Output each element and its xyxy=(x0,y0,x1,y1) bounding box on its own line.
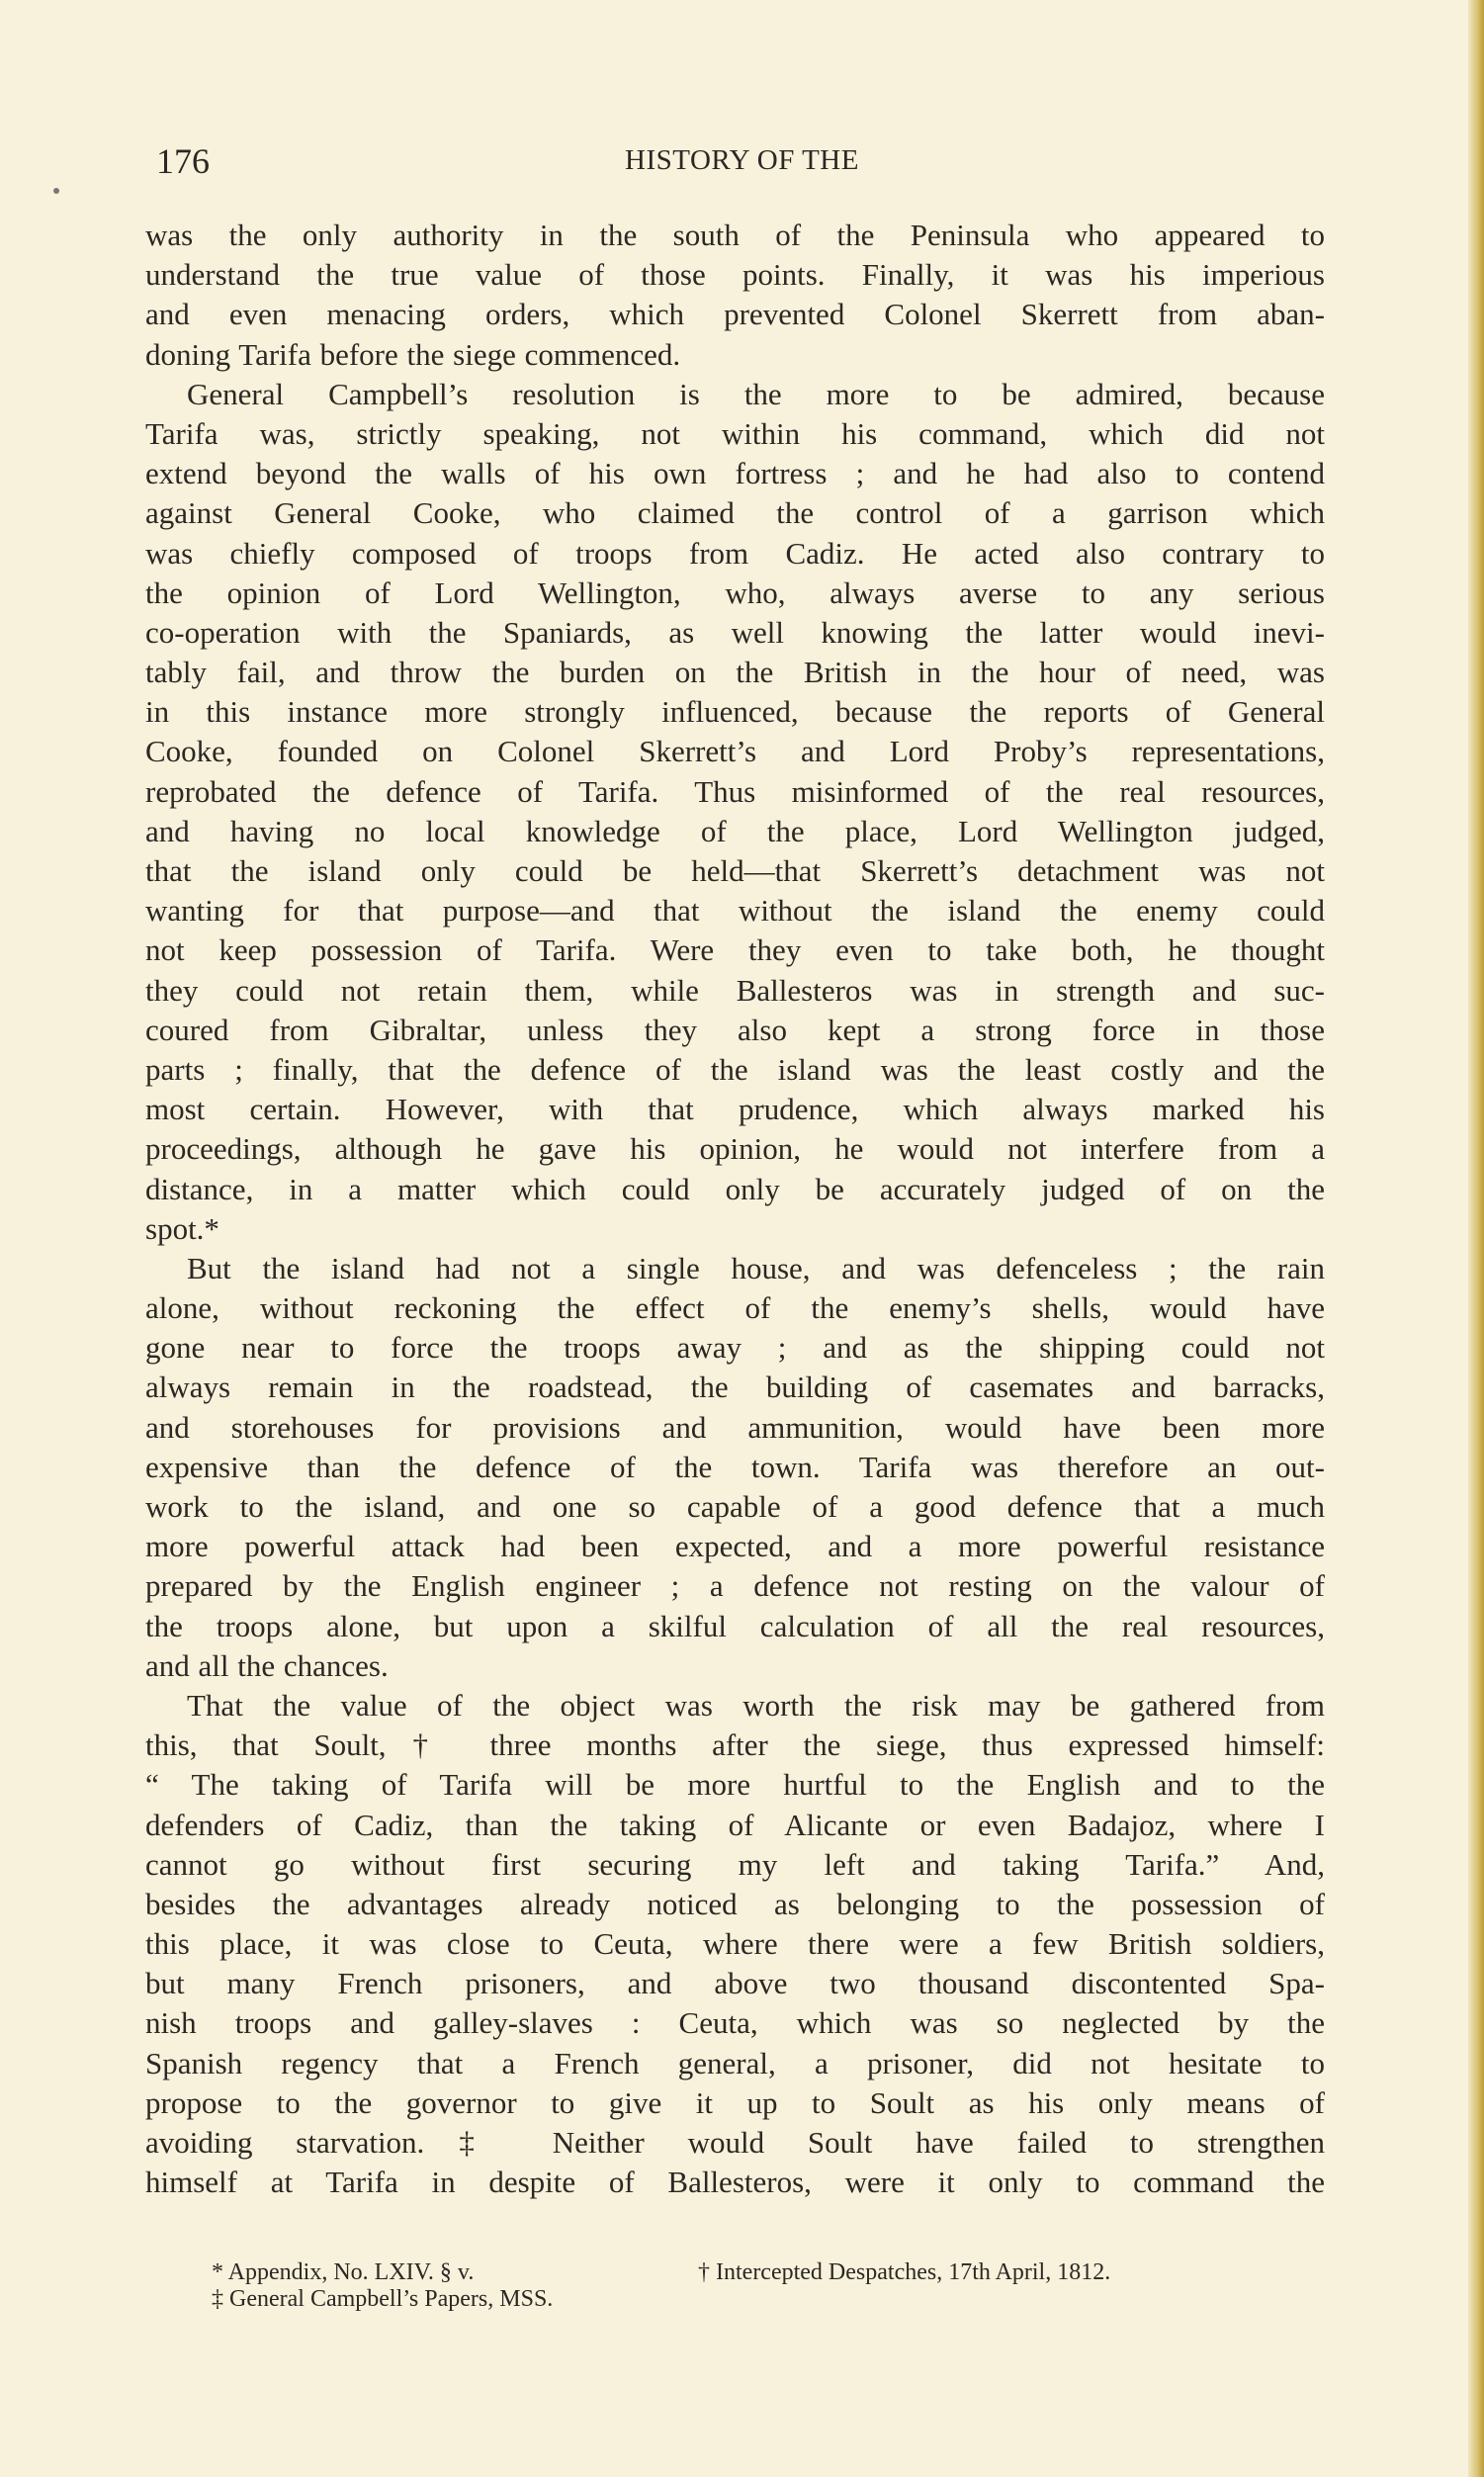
text-line: and even menacing orders, which prevented Colonel Skerrett from aban- xyxy=(145,297,1325,332)
footnote-dagger: † Intercepted Despatches, 17th April, 1812. xyxy=(698,2259,1111,2285)
text-line: co-operation with the Spaniards, as well knowing the latter would inevi- xyxy=(145,614,1325,650)
text-line: But the island had not a single house, and was defenceless ; the rain xyxy=(187,1250,1325,1285)
text-line: was the only authority in the south of the Peninsula who appeared to xyxy=(145,218,1325,252)
text-line: alone, without reckoning the effect of the enemy’s shells, would have xyxy=(145,1290,1325,1326)
page-number: 176 xyxy=(156,141,210,181)
text-line: this place, it was close to Ceuta, where there were a few British soldiers, xyxy=(145,1926,1325,1962)
text-line: propose to the governor to give it up to Soult as his only means of xyxy=(145,2084,1325,2120)
text-line: doning Tarifa before the siege commenced. xyxy=(145,336,681,372)
text-line: the opinion of Lord Wellington, who, always averse to any serious xyxy=(145,575,1325,610)
footnote-star: * Appendix, No. LXIV. § v. xyxy=(212,2259,475,2285)
text-line: extend beyond the walls of his own fortress ; and he had also to contend xyxy=(145,456,1325,491)
text-line: in this instance more strongly influenced, because the reports of General xyxy=(145,694,1325,730)
text-line: and all the chances. xyxy=(145,1647,389,1683)
text-line: they could not retain them, while Ballesteros was in strength and suc- xyxy=(145,972,1325,1008)
text-line: defenders of Cadiz, than the taking of Alicante or even Badajoz, where I xyxy=(145,1807,1325,1842)
text-line: reprobated the defence of Tarifa. Thus misinformed of the real resources, xyxy=(145,773,1325,809)
text-line: the troops alone, but upon a skilful calculation of all the real resources, xyxy=(145,1608,1325,1643)
text-line: avoiding starvation.‡ Neither would Soult have failed to strengthen xyxy=(145,2125,1325,2160)
text-line: against General Cooke, who claimed the control of a garrison which xyxy=(145,495,1325,531)
text-line: wanting for that purpose—and that without the island the enemy could xyxy=(145,893,1325,929)
text-line: but many French prisoners, and above two thousand discontented Spa- xyxy=(145,1966,1325,2001)
text-line: tably fail, and throw the burden on the British in the hour of need, was xyxy=(145,655,1325,690)
text-line: and storehouses for provisions and ammunition, would have been more xyxy=(145,1409,1325,1445)
text-line: most certain. However, with that prudence, which always marked his xyxy=(145,1092,1325,1127)
text-line: himself at Tarifa in despite of Ballesteros, were it only to command the xyxy=(145,2165,1325,2200)
text-line: always remain in the roadstead, the building of casemates and barracks, xyxy=(145,1370,1325,1405)
running-title: HISTORY OF THE xyxy=(625,144,859,176)
footnote-double-dagger: ‡ General Campbell’s Papers, MSS. xyxy=(212,2286,554,2312)
text-line: was chiefly composed of troops from Cadiz. He acted also contrary to xyxy=(145,535,1325,571)
text-line: expensive than the defence of the town. Tarifa was therefore an out- xyxy=(145,1449,1325,1484)
margin-mark xyxy=(53,188,59,194)
text-line: “ The taking of Tarifa will be more hurtful to the English and to the xyxy=(145,1767,1325,1803)
text-line: Cooke, founded on Colonel Skerrett’s and Lord Proby’s representations, xyxy=(145,734,1325,769)
text-line: That the value of the object was worth the risk may be gathered from xyxy=(187,1687,1325,1723)
text-line: Tarifa was, strictly speaking, not within his command, which did not xyxy=(145,415,1325,451)
text-line: distance, in a matter which could only be accurately judged of on the xyxy=(145,1171,1325,1206)
text-line: parts ; finally, that the defence of the island was the least costly and the xyxy=(145,1051,1325,1087)
text-line: General Campbell’s resolution is the more to be admired, because xyxy=(187,376,1325,411)
page-edge xyxy=(1468,0,1484,2477)
text-line: proceedings, although he gave his opinion, he would not interfere from a xyxy=(145,1131,1325,1167)
text-line: more powerful attack had been expected, and a more powerful resistance xyxy=(145,1529,1325,1564)
text-line: cannot go without first securing my left and taking Tarifa.” And, xyxy=(145,1846,1325,1882)
text-line: prepared by the English engineer ; a defence not resting on the valour of xyxy=(145,1568,1325,1604)
text-line: that the island only could be held—that Skerrett’s detachment was not xyxy=(145,853,1325,888)
text-line: this, that Soult,† three months after the siege, thus expressed himself: xyxy=(145,1727,1325,1763)
text-line: work to the island, and one so capable of a good defence that a much xyxy=(145,1489,1325,1524)
text-line: and having no local knowledge of the place, Lord Wellington judged, xyxy=(145,813,1325,848)
text-line: understand the true value of those points. Finally, it was his imperious xyxy=(145,257,1325,293)
body-text xyxy=(145,216,1325,2202)
text-line: coured from Gibraltar, unless they also kept a strong force in those xyxy=(145,1012,1325,1047)
text-line: spot.* xyxy=(145,1210,219,1246)
text-line: nish troops and galley-slaves : Ceuta, which was so neglected by the xyxy=(145,2005,1325,2041)
text-line: gone near to force the troops away ; and as the shipping could not xyxy=(145,1330,1325,1366)
text-line: besides the advantages already noticed as belonging to the possession of xyxy=(145,1886,1325,1921)
text-line: Spanish regency that a French general, a prisoner, did not hesitate to xyxy=(145,2045,1325,2080)
text-line: not keep possession of Tarifa. Were they even to take both, he thought xyxy=(145,932,1325,968)
